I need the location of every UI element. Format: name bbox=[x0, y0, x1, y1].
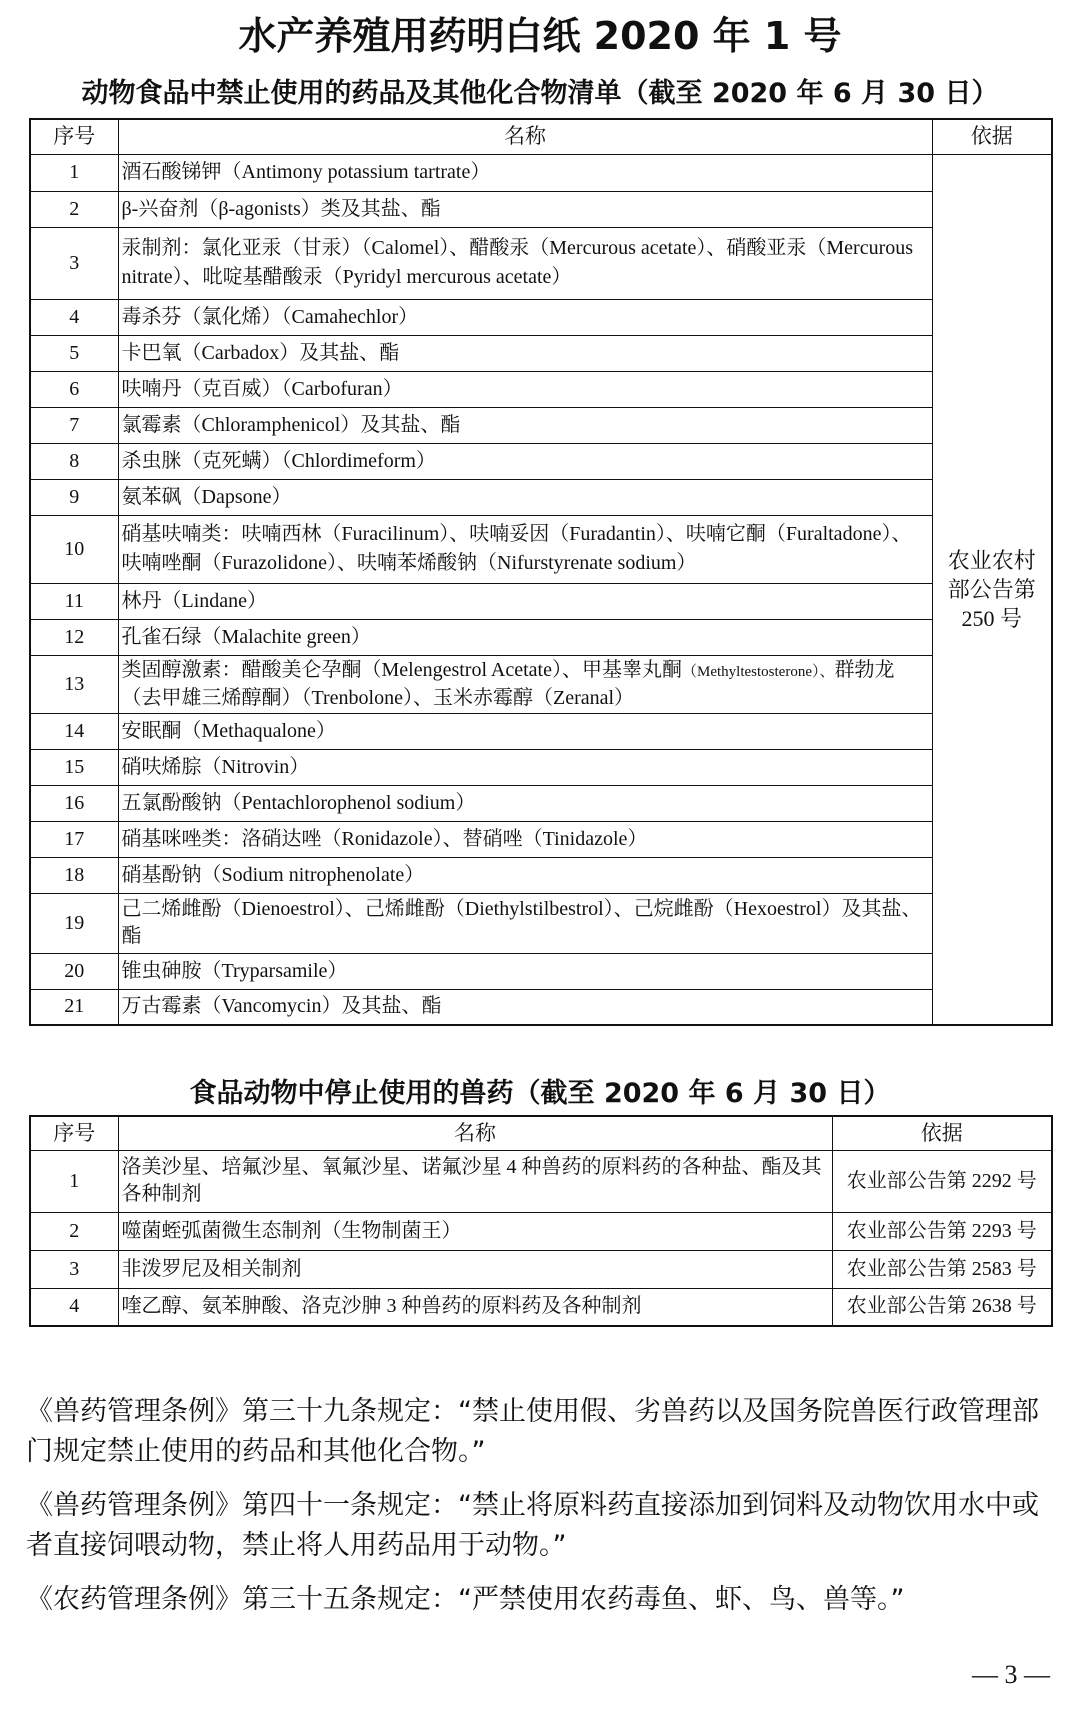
row-name: 卡巴氧（Carbadox）及其盐、酯 bbox=[118, 335, 932, 371]
table-row bbox=[30, 821, 1052, 857]
note-paragraph: 《兽药管理条例》第四十一条规定：“禁止将原料药直接添加到饲料及动物饮用水中或者直接饲喂动物，禁止将人用药品用于动物。” bbox=[26, 1490, 1039, 1561]
row-no: 17 bbox=[30, 821, 118, 857]
row-name: 非泼罗尼及相关制剂 bbox=[118, 1250, 832, 1288]
row-name-part: 群勃龙（去甲雄三烯醇酮）（Trenbolone）、玉米赤霉醇（Zeranal） bbox=[121, 659, 895, 709]
row-no: 7 bbox=[30, 407, 118, 443]
row-basis: 农业部公告第 2292 号 bbox=[832, 1150, 1052, 1212]
table-row bbox=[30, 619, 1052, 655]
row-name: 洛美沙星、培氟沙星、氧氟沙星、诺氟沙星 4 种兽药的原料药的各种盐、酯及其各种制剂 bbox=[118, 1150, 832, 1212]
basis-cell bbox=[932, 154, 1052, 1025]
table1-header-row bbox=[30, 119, 1052, 154]
row-no: 20 bbox=[30, 953, 118, 989]
row-no: 3 bbox=[30, 227, 118, 299]
row-no: 5 bbox=[30, 335, 118, 371]
row-no: 2 bbox=[30, 1212, 118, 1250]
row-name: 杀虫脒（克死螨）（Chlordimeform） bbox=[118, 443, 932, 479]
row-name: 呋喃丹（克百威）（Carbofuran） bbox=[118, 371, 932, 407]
row-name-part: 类固醇激素：醋酸美仑孕酮（Melengestrol Acetate）、甲基睾丸酮 bbox=[121, 659, 682, 681]
row-no: 13 bbox=[30, 655, 118, 713]
header-basis: 依据 bbox=[932, 119, 1052, 154]
row-no: 10 bbox=[30, 515, 118, 583]
header-name: 名称 bbox=[118, 1116, 832, 1150]
row-no: 19 bbox=[30, 893, 118, 953]
row-no: 4 bbox=[30, 299, 118, 335]
discontinued-drugs-table bbox=[29, 1115, 1053, 1327]
table-row bbox=[30, 655, 1052, 713]
table1-title: 动物食品中禁止使用的药品及其他化合物清单（截至 2020 年 6 月 30 日） bbox=[81, 78, 999, 109]
basis-text: 农业农村部公告第 250 号 bbox=[947, 547, 1036, 631]
row-no: 14 bbox=[30, 713, 118, 749]
prohibited-drugs-table bbox=[29, 118, 1053, 1026]
table-row bbox=[30, 443, 1052, 479]
table-row bbox=[30, 713, 1052, 749]
header-no: 序号 bbox=[30, 119, 118, 154]
row-name: 硝基酚钠（Sodium nitrophenolate） bbox=[118, 857, 932, 893]
row-name: 氨苯砜（Dapsone） bbox=[118, 479, 932, 515]
document-title: 水产养殖用药明白纸 2020 年 1 号 bbox=[238, 14, 842, 58]
table-row bbox=[30, 953, 1052, 989]
table-row bbox=[30, 479, 1052, 515]
row-no: 11 bbox=[30, 583, 118, 619]
table-row bbox=[30, 583, 1052, 619]
regulation-notes bbox=[26, 1392, 1056, 1634]
table-row bbox=[30, 154, 1052, 191]
table-row bbox=[30, 407, 1052, 443]
table-row bbox=[30, 191, 1052, 227]
row-name-part: （Methyltestosterone）、 bbox=[682, 664, 835, 680]
row-no: 16 bbox=[30, 785, 118, 821]
table2-title: 食品动物中停止使用的兽药（截至 2020 年 6 月 30 日） bbox=[189, 1078, 891, 1109]
row-name: 喹乙醇、氨苯胂酸、洛克沙胂 3 种兽药的原料药及各种制剂 bbox=[118, 1288, 832, 1326]
note-paragraph: 《兽药管理条例》第三十九条规定：“禁止使用假、劣兽药以及国务院兽医行政管理部门规定禁止使用的药品和其他化合物。” bbox=[26, 1396, 1039, 1467]
table-row bbox=[30, 299, 1052, 335]
table-row bbox=[30, 893, 1052, 953]
table-row bbox=[30, 857, 1052, 893]
table-row bbox=[30, 989, 1052, 1025]
table-row bbox=[30, 785, 1052, 821]
row-name: 汞制剂：氯化亚汞（甘汞）（Calomel）、醋酸汞（Mercurous acetate）、硝酸亚汞（Mercurous nitrate）、吡啶基醋酸汞（Pyridyl mercurous acetate） bbox=[118, 227, 932, 299]
row-name: 毒杀芬（氯化烯）（Camahechlor） bbox=[118, 299, 932, 335]
header-name: 名称 bbox=[118, 119, 932, 154]
row-no: 8 bbox=[30, 443, 118, 479]
row-no: 9 bbox=[30, 479, 118, 515]
row-basis: 农业部公告第 2638 号 bbox=[832, 1288, 1052, 1326]
row-basis: 农业部公告第 2293 号 bbox=[832, 1212, 1052, 1250]
table-row bbox=[30, 371, 1052, 407]
row-no: 12 bbox=[30, 619, 118, 655]
header-basis: 依据 bbox=[832, 1116, 1052, 1150]
row-no: 6 bbox=[30, 371, 118, 407]
row-no: 21 bbox=[30, 989, 118, 1025]
table-row bbox=[30, 1150, 1052, 1212]
table-row bbox=[30, 749, 1052, 785]
row-name: 安眠酮（Methaqualone） bbox=[118, 713, 932, 749]
row-no: 18 bbox=[30, 857, 118, 893]
row-name: 酒石酸锑钾（Antimony potassium tartrate） bbox=[118, 154, 932, 191]
row-name: 万古霉素（Vancomycin）及其盐、酯 bbox=[118, 989, 932, 1025]
row-basis: 农业部公告第 2583 号 bbox=[832, 1250, 1052, 1288]
page-number: — 3 — bbox=[972, 1660, 1050, 1689]
row-no: 15 bbox=[30, 749, 118, 785]
row-name: 噬菌蛭弧菌微生态制剂（生物制菌王） bbox=[118, 1212, 832, 1250]
row-name: β-兴奋剂（β-agonists）类及其盐、酯 bbox=[118, 191, 932, 227]
note-paragraph: 《农药管理条例》第三十五条规定：“严禁使用农药毒鱼、虾、鸟、兽等。” bbox=[26, 1584, 905, 1615]
table-row bbox=[30, 227, 1052, 299]
row-no: 1 bbox=[30, 154, 118, 191]
table-row bbox=[30, 1288, 1052, 1326]
row-no: 4 bbox=[30, 1288, 118, 1326]
row-name: 硝基咪唑类：洛硝达唑（Ronidazole）、替硝唑（Tinidazole） bbox=[118, 821, 932, 857]
table2-header-row bbox=[30, 1116, 1052, 1150]
table-row bbox=[30, 515, 1052, 583]
row-no: 2 bbox=[30, 191, 118, 227]
row-name: 己二烯雌酚（Dienoestrol）、己烯雌酚（Diethylstilbestrol）、己烷雌酚（Hexoestrol）及其盐、酯 bbox=[118, 893, 932, 953]
row-name: 五氯酚酸钠（Pentachlorophenol sodium） bbox=[118, 785, 932, 821]
row-name: 锥虫砷胺（Tryparsamile） bbox=[118, 953, 932, 989]
row-no: 1 bbox=[30, 1150, 118, 1212]
row-name: 硝呋烯腙（Nitrovin） bbox=[118, 749, 932, 785]
row-name: 氯霉素（Chloramphenicol）及其盐、酯 bbox=[118, 407, 932, 443]
table-row bbox=[30, 1212, 1052, 1250]
row-name: 孔雀石绿（Malachite green） bbox=[118, 619, 932, 655]
table-row bbox=[30, 335, 1052, 371]
row-name: 林丹（Lindane） bbox=[118, 583, 932, 619]
row-name: 硝基呋喃类：呋喃西林（Furacilinum）、呋喃妥因（Furadantin）、呋喃它酮（Furaltadone）、呋喃唑酮（Furazolidone）、呋喃苯烯酸钠（Nifurstyrenate sodium） bbox=[118, 515, 932, 583]
row-no: 3 bbox=[30, 1250, 118, 1288]
header-no: 序号 bbox=[30, 1116, 118, 1150]
row-name bbox=[118, 655, 932, 713]
table-row bbox=[30, 1250, 1052, 1288]
